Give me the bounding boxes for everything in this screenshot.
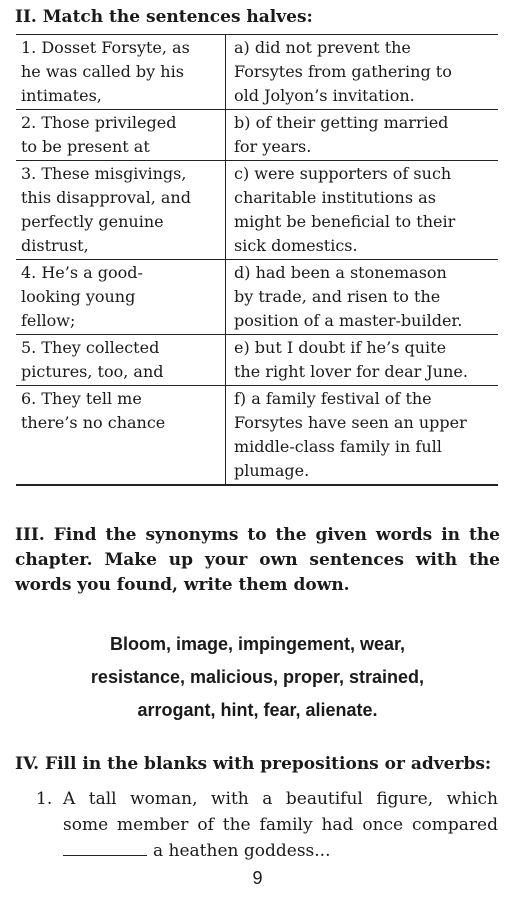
cell-text-line: f) a family festival of the xyxy=(234,389,432,408)
cell-text-line: to be present at xyxy=(21,137,150,156)
sentence-end-cell xyxy=(226,335,499,386)
sentence-start-cell xyxy=(16,260,226,335)
cell-text-line: 3. These misgivings, xyxy=(21,164,187,183)
cell-text-line: Forsytes from gathering to xyxy=(234,62,452,81)
cell-text-line: fellow; xyxy=(21,311,76,330)
cell-text-line: d) had been a stonemason xyxy=(234,263,447,282)
cell-text-line: middle-class family in full xyxy=(234,437,442,456)
matching-row xyxy=(16,335,498,386)
exercise-item xyxy=(36,786,498,864)
cell-text-line: perfectly genuine xyxy=(21,212,164,231)
cell-text-line: this disapproval, and xyxy=(21,188,191,207)
sentence-end-cell xyxy=(226,161,499,260)
cell-text-line: he was called by his xyxy=(21,62,184,81)
section-4-title: IV. Fill in the blanks with prepositions or adverbs: xyxy=(15,754,492,774)
cell-text-line: position of a master-builder. xyxy=(234,311,463,330)
cell-text-line: old Jolyon’s invitation. xyxy=(234,86,415,105)
cell-text-line: c) were supporters of such xyxy=(234,164,452,183)
cell-text-line: Forsytes have seen an upper xyxy=(234,413,467,432)
cell-text-line: 2. Those privileged xyxy=(21,113,177,132)
cell-text-line: 6. They tell me xyxy=(21,389,142,408)
cell-text-line: e) but I doubt if he’s quite xyxy=(234,338,447,357)
exercise-item-line: some member of the family had once compared xyxy=(63,815,498,835)
cell-text-line: pictures, too, and xyxy=(21,362,164,381)
word-list-line: resistance, malicious, proper, strained, xyxy=(90,667,425,687)
cell-text-line: 5. They collected xyxy=(21,338,160,357)
sentence-start-cell xyxy=(16,161,226,260)
cell-text-line: might be beneficial to their xyxy=(234,212,456,231)
cell-text-line: 1. Dosset Forsyte, as xyxy=(21,38,190,57)
cell-text-line: looking young xyxy=(21,287,136,306)
sentence-start-cell xyxy=(16,110,226,161)
exercise-item-tail: a heathen goddess... xyxy=(153,841,331,861)
sentence-end-cell xyxy=(226,386,499,486)
exercise-item-line-last xyxy=(36,838,498,864)
cell-text-line: there’s no chance xyxy=(21,413,166,432)
cell-text-line: 4. He’s a good- xyxy=(21,263,143,282)
sentence-end-cell xyxy=(226,35,499,110)
cell-text-line: by trade, and risen to the xyxy=(234,287,441,306)
word-list xyxy=(20,628,495,727)
cell-text-line: charitable institutions as xyxy=(234,188,436,207)
matching-row xyxy=(16,386,498,486)
section-3-title: III. Find the synonyms to the given words in the chapter. Make up your own sentences with the words you found, write them down. xyxy=(15,525,500,595)
sentence-start-cell xyxy=(16,335,226,386)
cell-text-line: the right lover for dear June. xyxy=(234,362,468,381)
word-list-line: Bloom, image, impingement, wear, xyxy=(109,634,406,654)
sentence-start-cell xyxy=(16,386,226,486)
exercise-item-line: A tall woman, with a beautiful figure, which xyxy=(63,789,498,809)
cell-text-line: intimates, xyxy=(21,86,102,105)
word-list-line: arrogant, hint, fear, alienate. xyxy=(137,700,378,720)
cell-text-line: a) did not prevent the xyxy=(234,38,411,57)
section-2-title: II. Match the sentences halves: xyxy=(15,7,313,27)
page-number: 9 xyxy=(252,868,263,888)
answer-blank[interactable] xyxy=(63,839,147,856)
sentence-start-cell xyxy=(16,35,226,110)
matching-row xyxy=(16,161,498,260)
cell-text-line: distrust, xyxy=(21,236,89,255)
cell-text-line: b) of their getting married xyxy=(234,113,449,132)
matching-row xyxy=(16,110,498,161)
cell-text-line: plumage. xyxy=(234,461,310,480)
matching-row xyxy=(16,260,498,335)
sentence-end-cell xyxy=(226,260,499,335)
exercise-item-number: 1. xyxy=(36,789,53,809)
matching-row xyxy=(16,35,498,110)
matching-table xyxy=(16,34,498,486)
cell-text-line: sick domestics. xyxy=(234,236,358,255)
cell-text-line: for years. xyxy=(234,137,312,156)
sentence-end-cell xyxy=(226,110,499,161)
